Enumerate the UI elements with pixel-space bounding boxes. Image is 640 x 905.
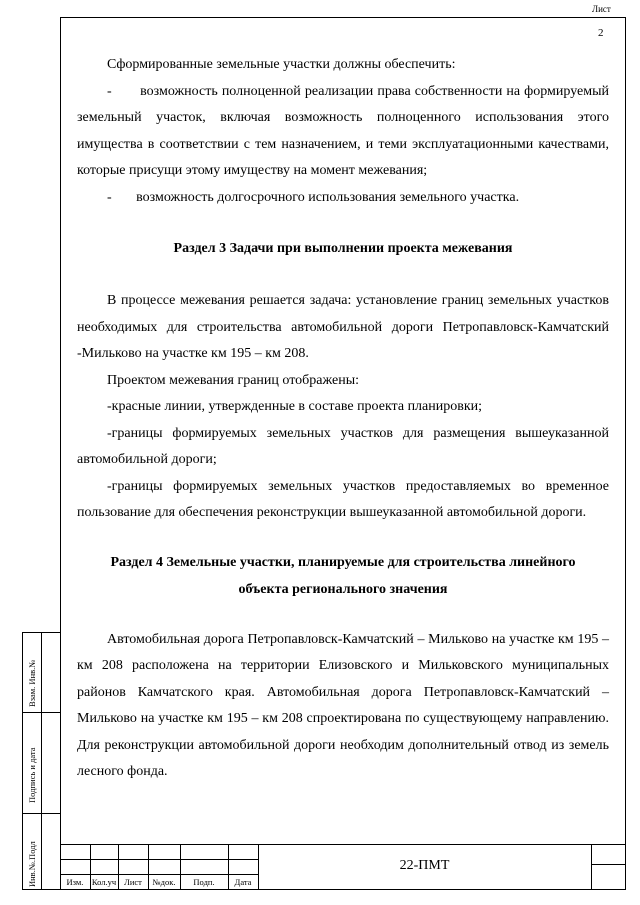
document-body	[77, 52, 609, 786]
section-3-heading: Раздел 3 Задачи при выполнении проекта межевания	[173, 241, 513, 256]
side-stamp-label-original: Инв.№.Подл	[27, 841, 37, 887]
sheet-number: 2	[598, 27, 604, 39]
col-data-label: Дата	[234, 877, 252, 887]
paragraph: В процессе межевания решается задача: установление границ земельных участков необходимых для строительства автомобильной дороги Петропавловск-Камчатский -Мильково на участке км 195 – км 208.	[77, 293, 609, 361]
bullet-item: - возможность долгосрочного использования земельного участка.	[107, 189, 520, 205]
side-stamp-label-replaced: Взам. Инв.№	[27, 659, 37, 707]
bullet-item: - возможность полноценной реализации права собственности на формируемый земельный участок, включая возможность полноценного использования этого имущества в соответствии с тем назначением, и теми эксплуатационными качествами, которые присущи этому имуществу на момент межевания;	[77, 83, 609, 178]
paragraph: Проектом межевания границ отображены:	[107, 372, 359, 388]
title-block-top-border	[60, 844, 626, 845]
col-ndok-label: №док.	[152, 877, 176, 887]
paragraph: -границы формируемых земельных участков предоставляемых во временное пользование для обеспечения реконструкции вышеуказанной автомобильной дороги.	[77, 478, 609, 520]
side-stamp	[22, 632, 60, 890]
paragraph: -красные линии, утвержденные в составе проекта планировки;	[107, 399, 483, 414]
paragraph: -границы формируемых земельных участков для размещения вышеуказанной автомобильной дороги;	[77, 425, 609, 467]
intro-paragraph: Сформированные земельные участки должны обеспечить:	[107, 57, 456, 72]
side-stamp-divider	[23, 712, 60, 713]
col-podp-label: Подп.	[193, 877, 215, 887]
title-block-col-line	[591, 844, 592, 890]
paragraph: Автомобильная дорога Петропавловск-Камчатский – Мильково на участке км 195 – км 208 расположена на территории Елизовского и Мильковского муниципальных районов Камчатского края. Автомобильная дорога Петропавловск-Камчатский – Мильково на участке км 195 – км 208 спроектирована по существующему направлению. Для реконструкции автомобильной дороги необходим дополнительный отвод из земель лесного фонда.	[77, 631, 609, 779]
col-list-label: Лист	[124, 877, 142, 887]
side-stamp-label-signature: Подпись и дата	[27, 747, 37, 803]
section-4-heading-line1: Раздел 4 Земельные участки, планируемые для строительства линейного	[110, 554, 576, 570]
document-code: 22-ПМТ	[399, 858, 450, 873]
col-kol-label: Кол.уч	[91, 877, 117, 887]
sheet-label: Лист	[592, 4, 611, 14]
section-4-heading-line2: объекта регионального значения	[238, 581, 448, 597]
side-stamp-divider	[23, 813, 60, 814]
title-block	[60, 844, 626, 890]
title-block-sheet-divider	[591, 864, 626, 865]
bullet-text: возможность долгосрочного использования земельного участка.	[136, 189, 520, 205]
col-izm-label: Изм.	[66, 877, 84, 887]
bullet-text: возможность полноценной реализации права собственности на формируемый земельный участок, включая возможность полноценного использования этого имущества в соответствии с тем назначением, и теми эксплуатационными качествами, которые присущи этому имуществу на момент межевания;	[77, 83, 609, 178]
